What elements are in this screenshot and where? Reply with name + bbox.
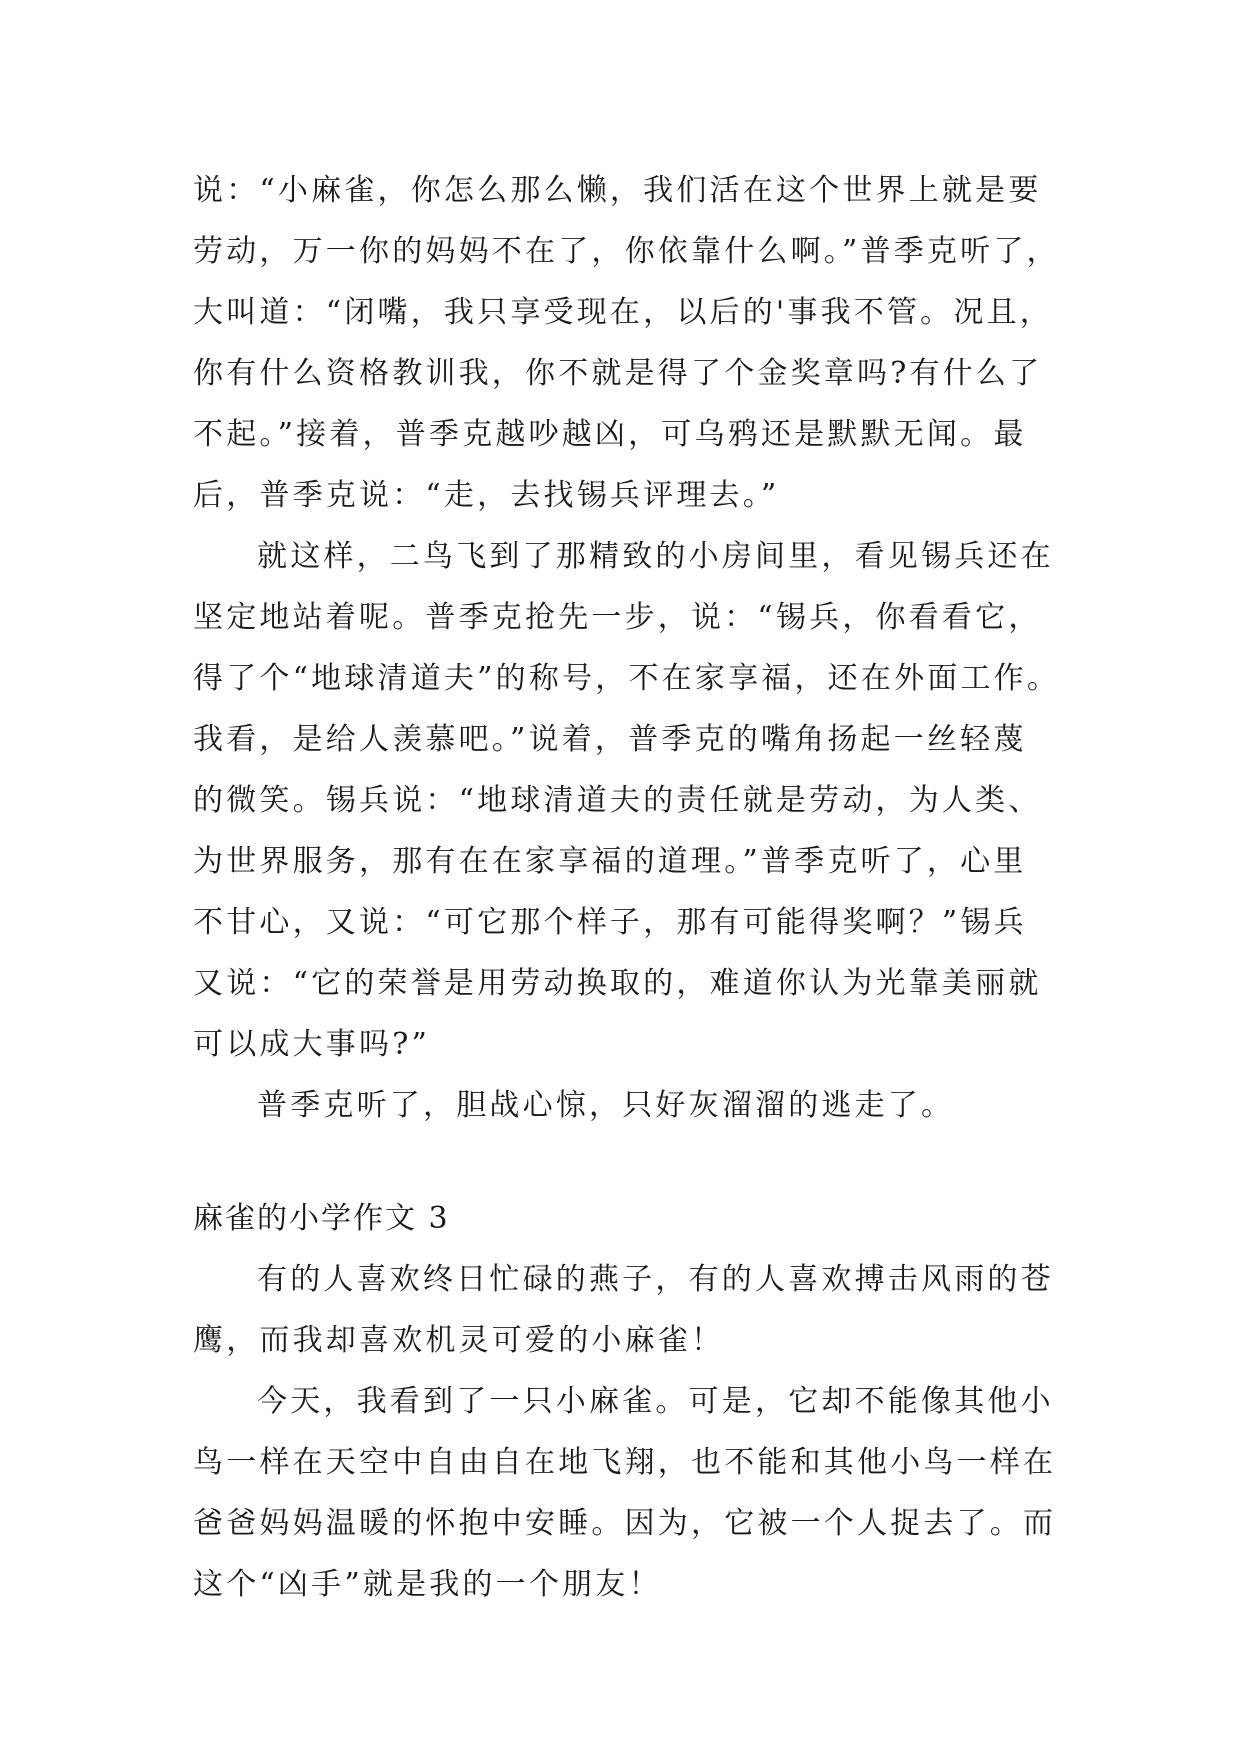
text-line: 得了个“地球清道夫”的称号，不在家享福，还在外面工作。	[193, 661, 1061, 696]
text-line: 鸟一样在天空中自由自在地飞翔，也不能和其他小鸟一样在	[193, 1445, 1057, 1480]
text-line: 坚定地站着呢。普季克抢先一步，说：“锡兵，你看看它，	[193, 600, 1042, 635]
section-title: 麻雀的小学作文 3	[193, 1201, 450, 1236]
text-line: 我看，是给人羡慕吧。”说着，普季克的嘴角扬起一丝轻蔑	[193, 722, 1027, 757]
paragraph	[193, 1371, 1063, 1615]
paragraph	[193, 160, 1063, 526]
text-line: 爸爸妈妈温暖的怀抱中安睡。因为，它被一个人捉去了。而	[193, 1506, 1057, 1541]
text-line: 不起。”接着，普季克越吵越凶，可乌鸦还是默默无闻。最	[193, 417, 1027, 452]
text-line: 说：“小麻雀，你怎么那么懒，我们活在这个世界上就是要	[193, 173, 1042, 208]
text-line: 有的人喜欢终日忙碌的燕子，有的人喜欢搏击风雨的苍	[257, 1262, 1054, 1297]
text-line: 这个“凶手”就是我的一个朋友！	[193, 1567, 662, 1602]
text-line: 的微笑。锡兵说：“地球清道夫的责任就是劳动，为人类、	[193, 783, 1042, 818]
text-line: 劳动，万一你的妈妈不在了，你依靠什么啊。”普季克听了，	[193, 234, 1060, 269]
text-line: 可以成大事吗?”	[193, 1027, 431, 1062]
text-line: 后，普季克说：“走，去找锡兵评理去。”	[193, 478, 780, 513]
text-line: 大叫道：“闭嘴，我只享受现在，以后的'事我不管。况且，	[193, 295, 1053, 330]
text-line: 鹰，而我却喜欢机灵可爱的小麻雀！	[193, 1323, 725, 1358]
text-line: 普季克听了，胆战心惊，只好灰溜溜的逃走了。	[257, 1088, 955, 1123]
paragraph	[193, 526, 1063, 1075]
paragraph	[193, 1075, 1063, 1136]
document-page	[193, 160, 1063, 1615]
text-line: 你有什么资格教训我，你不就是得了个金奖章吗?有什么了	[193, 356, 1043, 391]
paragraph	[193, 1249, 1063, 1371]
text-line: 就这样，二鸟飞到了那精致的小房间里，看见锡兵还在	[257, 539, 1054, 574]
section-gap	[193, 1136, 1063, 1188]
text-line: 今天，我看到了一只小麻雀。可是，它却不能像其他小	[257, 1384, 1054, 1419]
text-line: 又说：“它的荣誉是用劳动换取的，难道你认为光靠美丽就	[193, 966, 1042, 1001]
text-line: 为世界服务，那有在在家享福的道理。”普季克听了，心里	[193, 844, 1027, 879]
text-line: 不甘心，又说：“可它那个样子，那有可能得奖啊？”锡兵	[193, 905, 1027, 940]
